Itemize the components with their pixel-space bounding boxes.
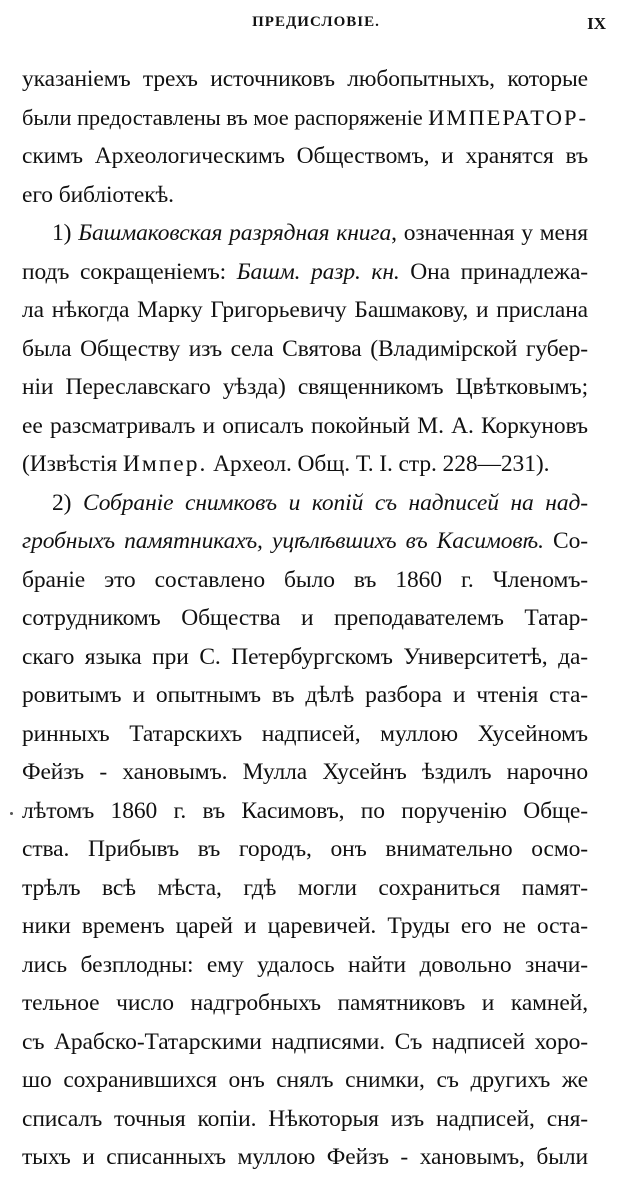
- text-line: ніи Переславскаго уѣзда) священникомъ Цвѣтковымъ;: [22, 374, 588, 400]
- margin-speck: [10, 812, 13, 815]
- text-line: Фейзъ - хановымъ. Мулла Хусейнъ ѣздилъ нарочно: [22, 759, 588, 785]
- text-line: списалъ точныя копіи. Нѣкоторыя изъ надписей, сня-: [22, 1105, 588, 1132]
- page-number: IX: [587, 14, 606, 33]
- text-line: подъ сокращеніемъ: Башм. разр. кн. Она принадлежа-: [22, 258, 588, 285]
- text-line: его библіотекѣ.: [22, 181, 174, 208]
- text-line: ники временъ царей и царевичей. Труды его не оста-: [22, 913, 588, 939]
- body-text: [22, 60, 588, 1177]
- text-line: сотрудникомъ Общества и преподавателемъ Татар-: [22, 605, 588, 631]
- text-line: указаніемъ трехъ источниковъ любопытныхъ, которые: [22, 66, 588, 92]
- source-title-2-cont: гробныхъ памятникахъ, уцѣлѣвшихъ въ Касимовѣ.: [22, 528, 544, 554]
- text-line: 2) Собраніе снимковъ и копій съ надписей на над-: [52, 489, 588, 516]
- text-line: лѣтомъ 1860 г. въ Касимовъ, по порученію Обще-: [22, 797, 588, 824]
- text-line: ства. Прибывъ въ городъ, онъ внимательно осмо-: [22, 836, 588, 862]
- text-line: тельное число надгробныхъ памятниковъ и камней,: [22, 990, 588, 1016]
- text-line: браніе это составлено было въ 1860 г. Членомъ-: [22, 566, 588, 593]
- text-line: скимъ Археологическимъ Обществомъ, и хранятся въ: [22, 143, 588, 169]
- text-line: была Обществу изъ села Святова (Владимірской губер-: [22, 335, 588, 362]
- text-line: съ Арабско-Татарскими надписями. Съ надписей хоро-: [22, 1028, 588, 1055]
- text-line: шо сохранившихся онъ снялъ снимки, съ другихъ же: [22, 1067, 588, 1093]
- text-line: лись безплодны: ему удалось найти довольно значи-: [22, 951, 588, 978]
- text-line: ринныхъ Татарскихъ надписей, муллою Хусейномъ: [22, 720, 588, 747]
- text-line: были предоставлены въ мое распоряженіе ИМПЕРАТОР-: [22, 104, 589, 130]
- running-head: [26, 14, 606, 38]
- text-line: гробныхъ памятникахъ, уцѣлѣвшихъ въ Касимовѣ. Со-: [22, 528, 588, 554]
- text-line: ровитымъ и опытнымъ въ дѣлѣ разбора и чтенія ста-: [22, 682, 588, 708]
- abbreviation: Башм. разр. кн.: [236, 258, 400, 285]
- text-line: скаго языка при С. Петербургскомъ Университетѣ, да-: [22, 643, 588, 670]
- text-line: (Извѣстія Импер. Археол. Общ. Т. I. стр. 228—231).: [22, 451, 550, 477]
- source-title-1: Башмаковская разрядная книга: [78, 220, 392, 246]
- text-line: тыхъ и списанныхъ муллою Фейзъ - хановымъ, были: [22, 1144, 588, 1170]
- text-line: ее разсматривалъ и описалъ покойный М. А. Коркуновъ: [22, 412, 588, 439]
- running-title: ПРЕДИСЛОВІЕ.: [252, 14, 380, 30]
- text-line: ла нѣкогда Марку Григорьевичу Башмакову, и прислана: [22, 297, 588, 323]
- text-line: 1) Башмаковская разрядная книга, означенная у меня: [52, 220, 588, 246]
- source-title-2: Собраніе снимковъ и копій съ надписей на над-: [82, 489, 588, 516]
- text-line: трѣлъ всѣ мѣста, гдѣ могли сохраниться памят-: [22, 874, 588, 901]
